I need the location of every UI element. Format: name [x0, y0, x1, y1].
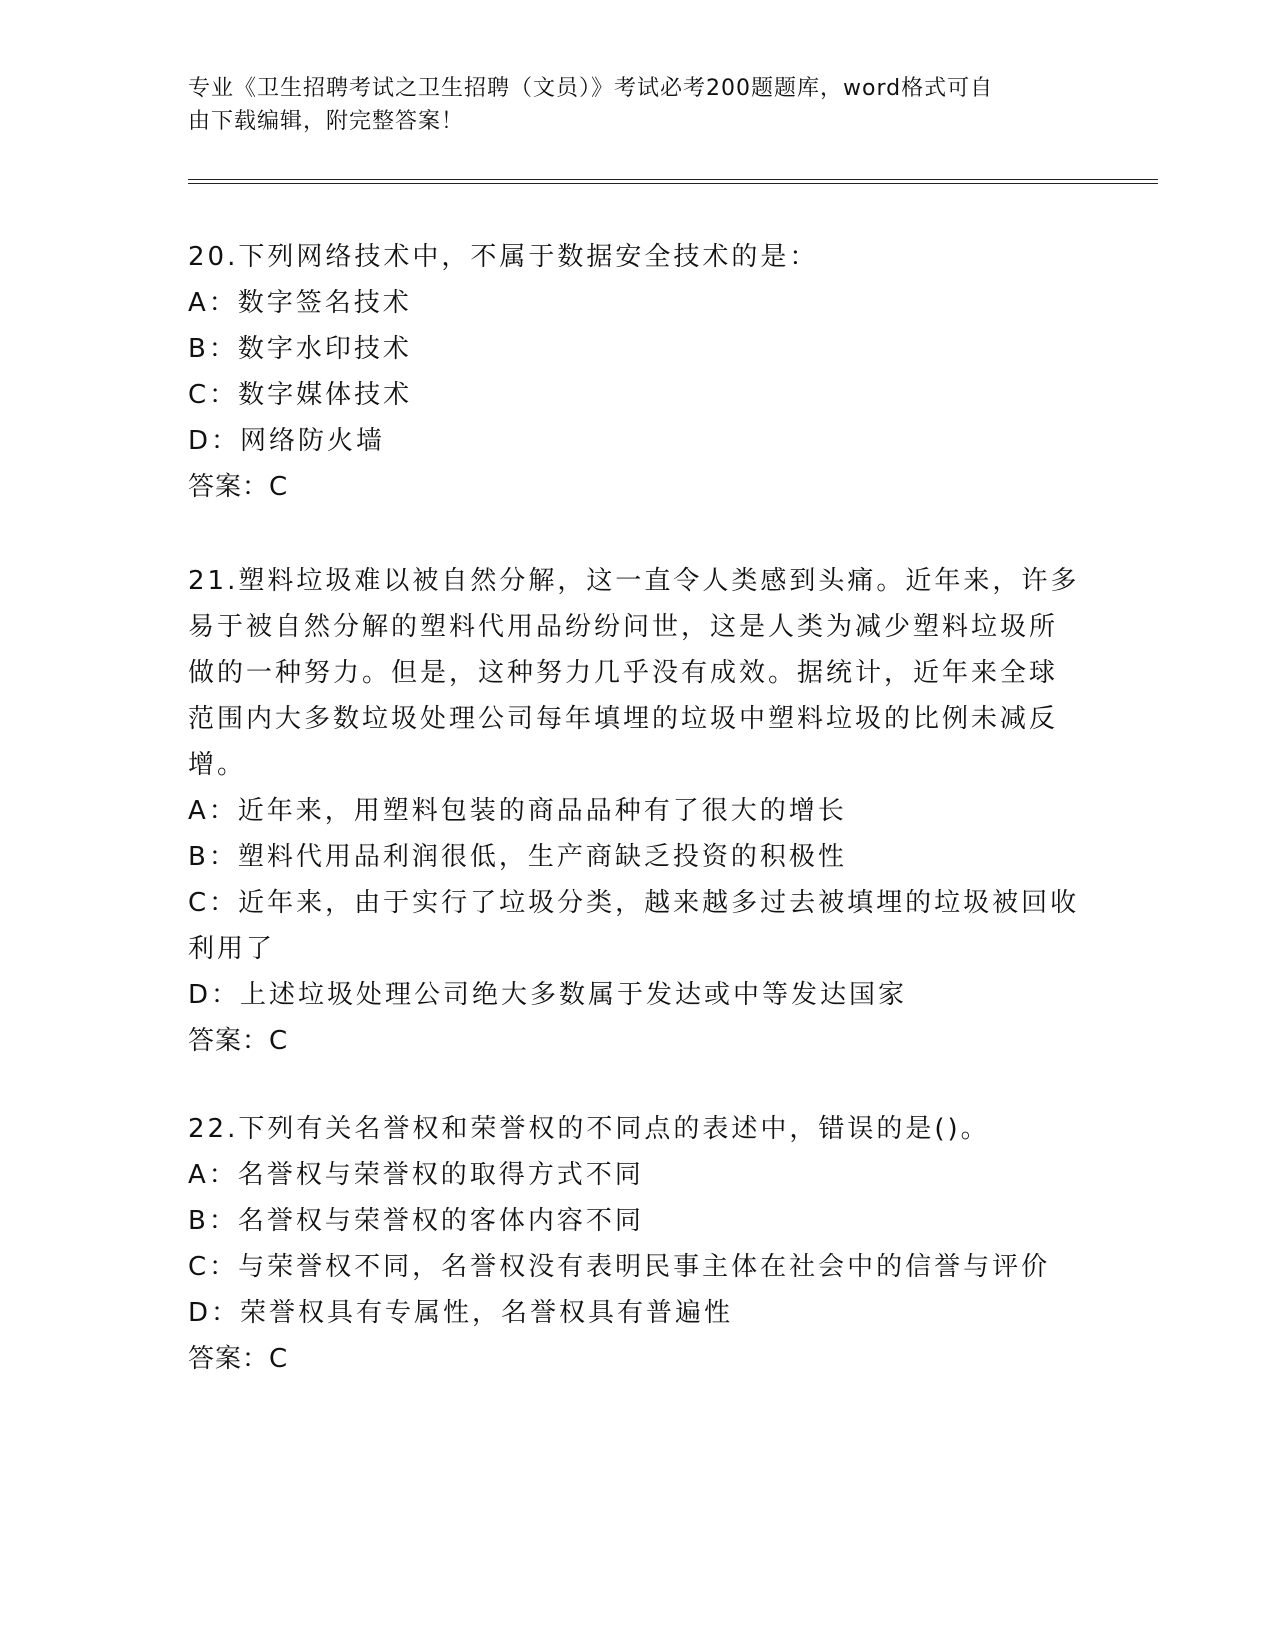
answer-label: 答案：C	[188, 472, 289, 502]
question-stem-line-3: 做的一种努力。但是，这种努力几乎没有成效。据统计，近年来全球	[188, 658, 1059, 688]
option-d: D：网络防火墙	[188, 426, 386, 456]
option-b: B：塑料代用品利润很低，生产商缺乏投资的积极性	[188, 842, 847, 872]
option-d: D：上述垃圾处理公司绝大多数属于发达或中等发达国家	[188, 980, 908, 1010]
answer-label: 答案：C	[188, 1026, 289, 1056]
question-20	[188, 234, 1088, 510]
option-c: C：数字媒体技术	[188, 380, 413, 410]
option-d: D：荣誉权具有专属性，名誉权具有普遍性	[188, 1298, 734, 1328]
question-stem-line-5: 增。	[188, 750, 247, 780]
option-c-continued: 利用了	[188, 934, 276, 964]
option-b: B：名誉权与荣誉权的客体内容不同	[188, 1206, 644, 1236]
option-a: A：近年来，用塑料包装的商品品种有了很大的增长	[188, 796, 847, 826]
option-c: C：近年来，由于实行了垃圾分类，越来越多过去被填埋的垃圾被回收	[188, 888, 1080, 918]
question-stem: 22.下列有关名誉权和荣誉权的不同点的表述中，错误的是()。	[188, 1114, 990, 1144]
header-line-2: 由下载编辑，附完整答案！	[188, 109, 465, 134]
answer-label: 答案：C	[188, 1344, 289, 1374]
option-a: A：名誉权与荣誉权的取得方式不同	[188, 1160, 644, 1190]
header-divider-top	[188, 179, 1158, 180]
header-divider-bottom	[188, 183, 1158, 184]
header-line-1: 专业《卫生招聘考试之卫生招聘（文员）》考试必考200题题库，word格式可自	[188, 76, 994, 101]
question-21	[188, 558, 1088, 1064]
question-stem-line-4: 范围内大多数垃圾处理公司每年填埋的垃圾中塑料垃圾的比例未减反	[188, 704, 1059, 734]
question-stem-line-2: 易于被自然分解的塑料代用品纷纷问世，这是人类为减少塑料垃圾所	[188, 612, 1059, 642]
option-c: C：与荣誉权不同，名誉权没有表明民事主体在社会中的信誉与评价	[188, 1252, 1051, 1282]
option-b: B：数字水印技术	[188, 334, 412, 364]
question-stem: 20.下列网络技术中，不属于数据安全技术的是：	[188, 242, 819, 272]
option-a: A：数字签名技术	[188, 288, 412, 318]
question-22	[188, 1106, 1088, 1382]
document-header	[188, 72, 1068, 138]
question-stem-line-1: 21.塑料垃圾难以被自然分解，这一直令人类感到头痛。近年来，许多	[188, 566, 1080, 596]
